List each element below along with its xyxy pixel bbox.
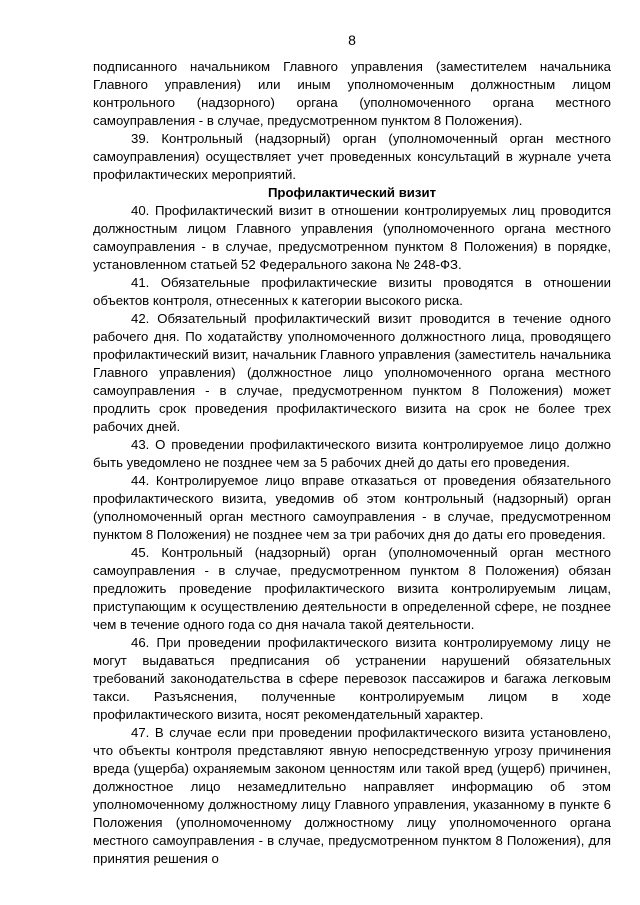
paragraph-continuation: подписанного начальником Главного управления (заместителем начальника Главного управления) или иным уполномоченным должностным лицом контрольного (надзорного) органа (уполномоченного органа местного самоуправления - в случае, предусмотренном пунктом 8 Положения). xyxy=(93,59,611,128)
paragraph-40: 40. Профилактический визит в отношении контролируемых лиц проводится должностным лицом Главного управления (уполномоченного органа местного самоуправления - в случае, предусмотренном пунктом 8 Положения) в порядке, установленном статьей 52 Федерального закона № 248-ФЗ. xyxy=(93,203,611,272)
paragraph-47: 47. В случае если при проведении профилактического визита установлено, что объекты контроля представляют явную непосредственную угрозу причинения вреда (ущерба) охраняемым законом ценностям или такой вред (ущерб) причинен, должностное лицо незамедлительно направляет информацию об этом уполномоченному должностному лицу Главного управления, указанному в пункте 6 Положения (уполномоченному должностному лицу уполномоченного органа местного самоуправления - в случае, предусмотренном пунктом 8 Положения), для принятия решения о xyxy=(93,725,611,866)
paragraph-42: 42. Обязательный профилактический визит проводится в течение одного рабочего дня. По ходатайству уполномоченного должностного лица, проводящего профилактический визит, начальник Главного управления (заместитель начальника Главного управления) (должностное лицо уполномоченного органа местного самоуправления - в случае, предусмотренном пунктом 8 Положения) может продлить срок проведения профилактического визита на срок не более трех рабочих дней. xyxy=(93,311,611,434)
paragraph-43: 43. О проведении профилактического визита контролируемое лицо должно быть уведомлено не позднее чем за 5 рабочих дней до даты его проведения. xyxy=(93,437,611,470)
document-body xyxy=(93,58,611,868)
paragraph-41: 41. Обязательные профилактические визиты проводятся в отношении объектов контроля, отнесенных к категории высокого риска. xyxy=(93,275,611,308)
page-number: 8 xyxy=(348,32,356,48)
section-heading: Профилактический визит xyxy=(267,185,437,200)
document-page xyxy=(93,0,611,905)
paragraph-39: 39. Контрольный (надзорный) орган (уполномоченный орган местного самоуправления) осуществляет учет проведенных консультаций в журнале учета профилактических мероприятий. xyxy=(93,131,611,182)
paragraph-46: 46. При проведении профилактического визита контролируемому лицу не могут выдаваться предписания об устранении нарушений обязательных требований законодательства в сфере перевозок пассажиров и багажа легковым такси. Разъяснения, полученные контролируемым лицом в ходе профилактического визита, носят рекомендательный характер. xyxy=(93,635,611,722)
paragraph-44: 44. Контролируемое лицо вправе отказаться от проведения обязательного профилактического визита, уведомив об этом контрольный (надзорный) орган (уполномоченный орган местного самоуправления - в случае, предусмотренном пунктом 8 Положения) не позднее чем за три рабочих дня до даты его проведения. xyxy=(93,473,611,542)
paragraph-45: 45. Контрольный (надзорный) орган (уполномоченный орган местного самоуправления - в случае, предусмотренном пунктом 8 Положения) обязан предложить проведение профилактического визита контролируемым лицам, приступающим к осуществлению деятельности в определенной сфере, не позднее чем в течение одного года со дня начала такой деятельности. xyxy=(93,545,611,632)
